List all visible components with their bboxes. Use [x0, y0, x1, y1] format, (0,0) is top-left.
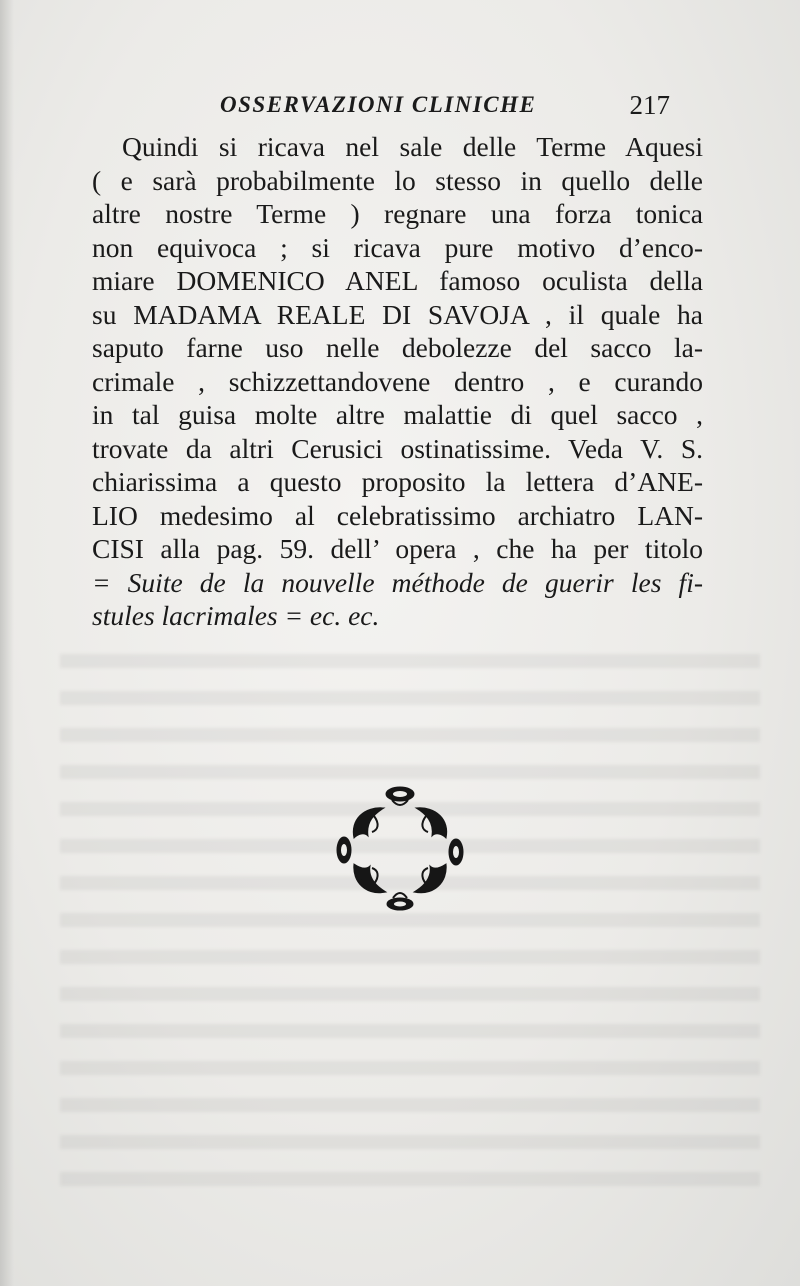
text-line: LIO medesimo al celebratissimo archiatro LAN- [92, 499, 703, 531]
running-title: OSSERVAZIONI CLINICHE [220, 92, 537, 117]
text-line: in tal guisa molte altre malattie di quel sacco , [92, 399, 703, 430]
text-line: Quindi si ricava nel sale delle Terme Aquesi [122, 131, 703, 162]
text-line: altre nostre Terme ) regnare una forza tonica [92, 198, 703, 229]
text-line: trovate da altri Cerusici ostinatissime. Veda V. S. [92, 432, 703, 464]
text-line: saputo farne uso nelle debolezze del sacco la- [92, 332, 703, 363]
page-number: 217 [629, 90, 670, 120]
page-edge-shadow [0, 0, 14, 1286]
floral-ornament-icon [330, 780, 470, 920]
text-line: su MADAMA REALE DI SAVOJA , il quale ha [92, 298, 703, 330]
text-line-italic: stules lacrimales = ec. ec. [92, 600, 380, 631]
text-line: crimale , schizzettandovene dentro , e curando [92, 365, 703, 397]
text-line-italic: = Suite de la nouvelle méthode de guerir les fi- [92, 566, 703, 598]
page-header [92, 92, 682, 126]
text-line: non equivoca ; si ricava pure motivo d’enco- [92, 231, 703, 263]
text-line: CISI alla pag. 59. dell’ opera , che ha per titolo [92, 533, 703, 564]
text-line: chiarissima a questo proposito la lettera d’ANE- [92, 466, 703, 497]
body-paragraph [92, 130, 703, 633]
text-line: ( e sarà probabilmente lo stesso in quello delle [92, 164, 703, 196]
text-line: miare DOMENICO ANEL famoso oculista della [92, 265, 703, 296]
